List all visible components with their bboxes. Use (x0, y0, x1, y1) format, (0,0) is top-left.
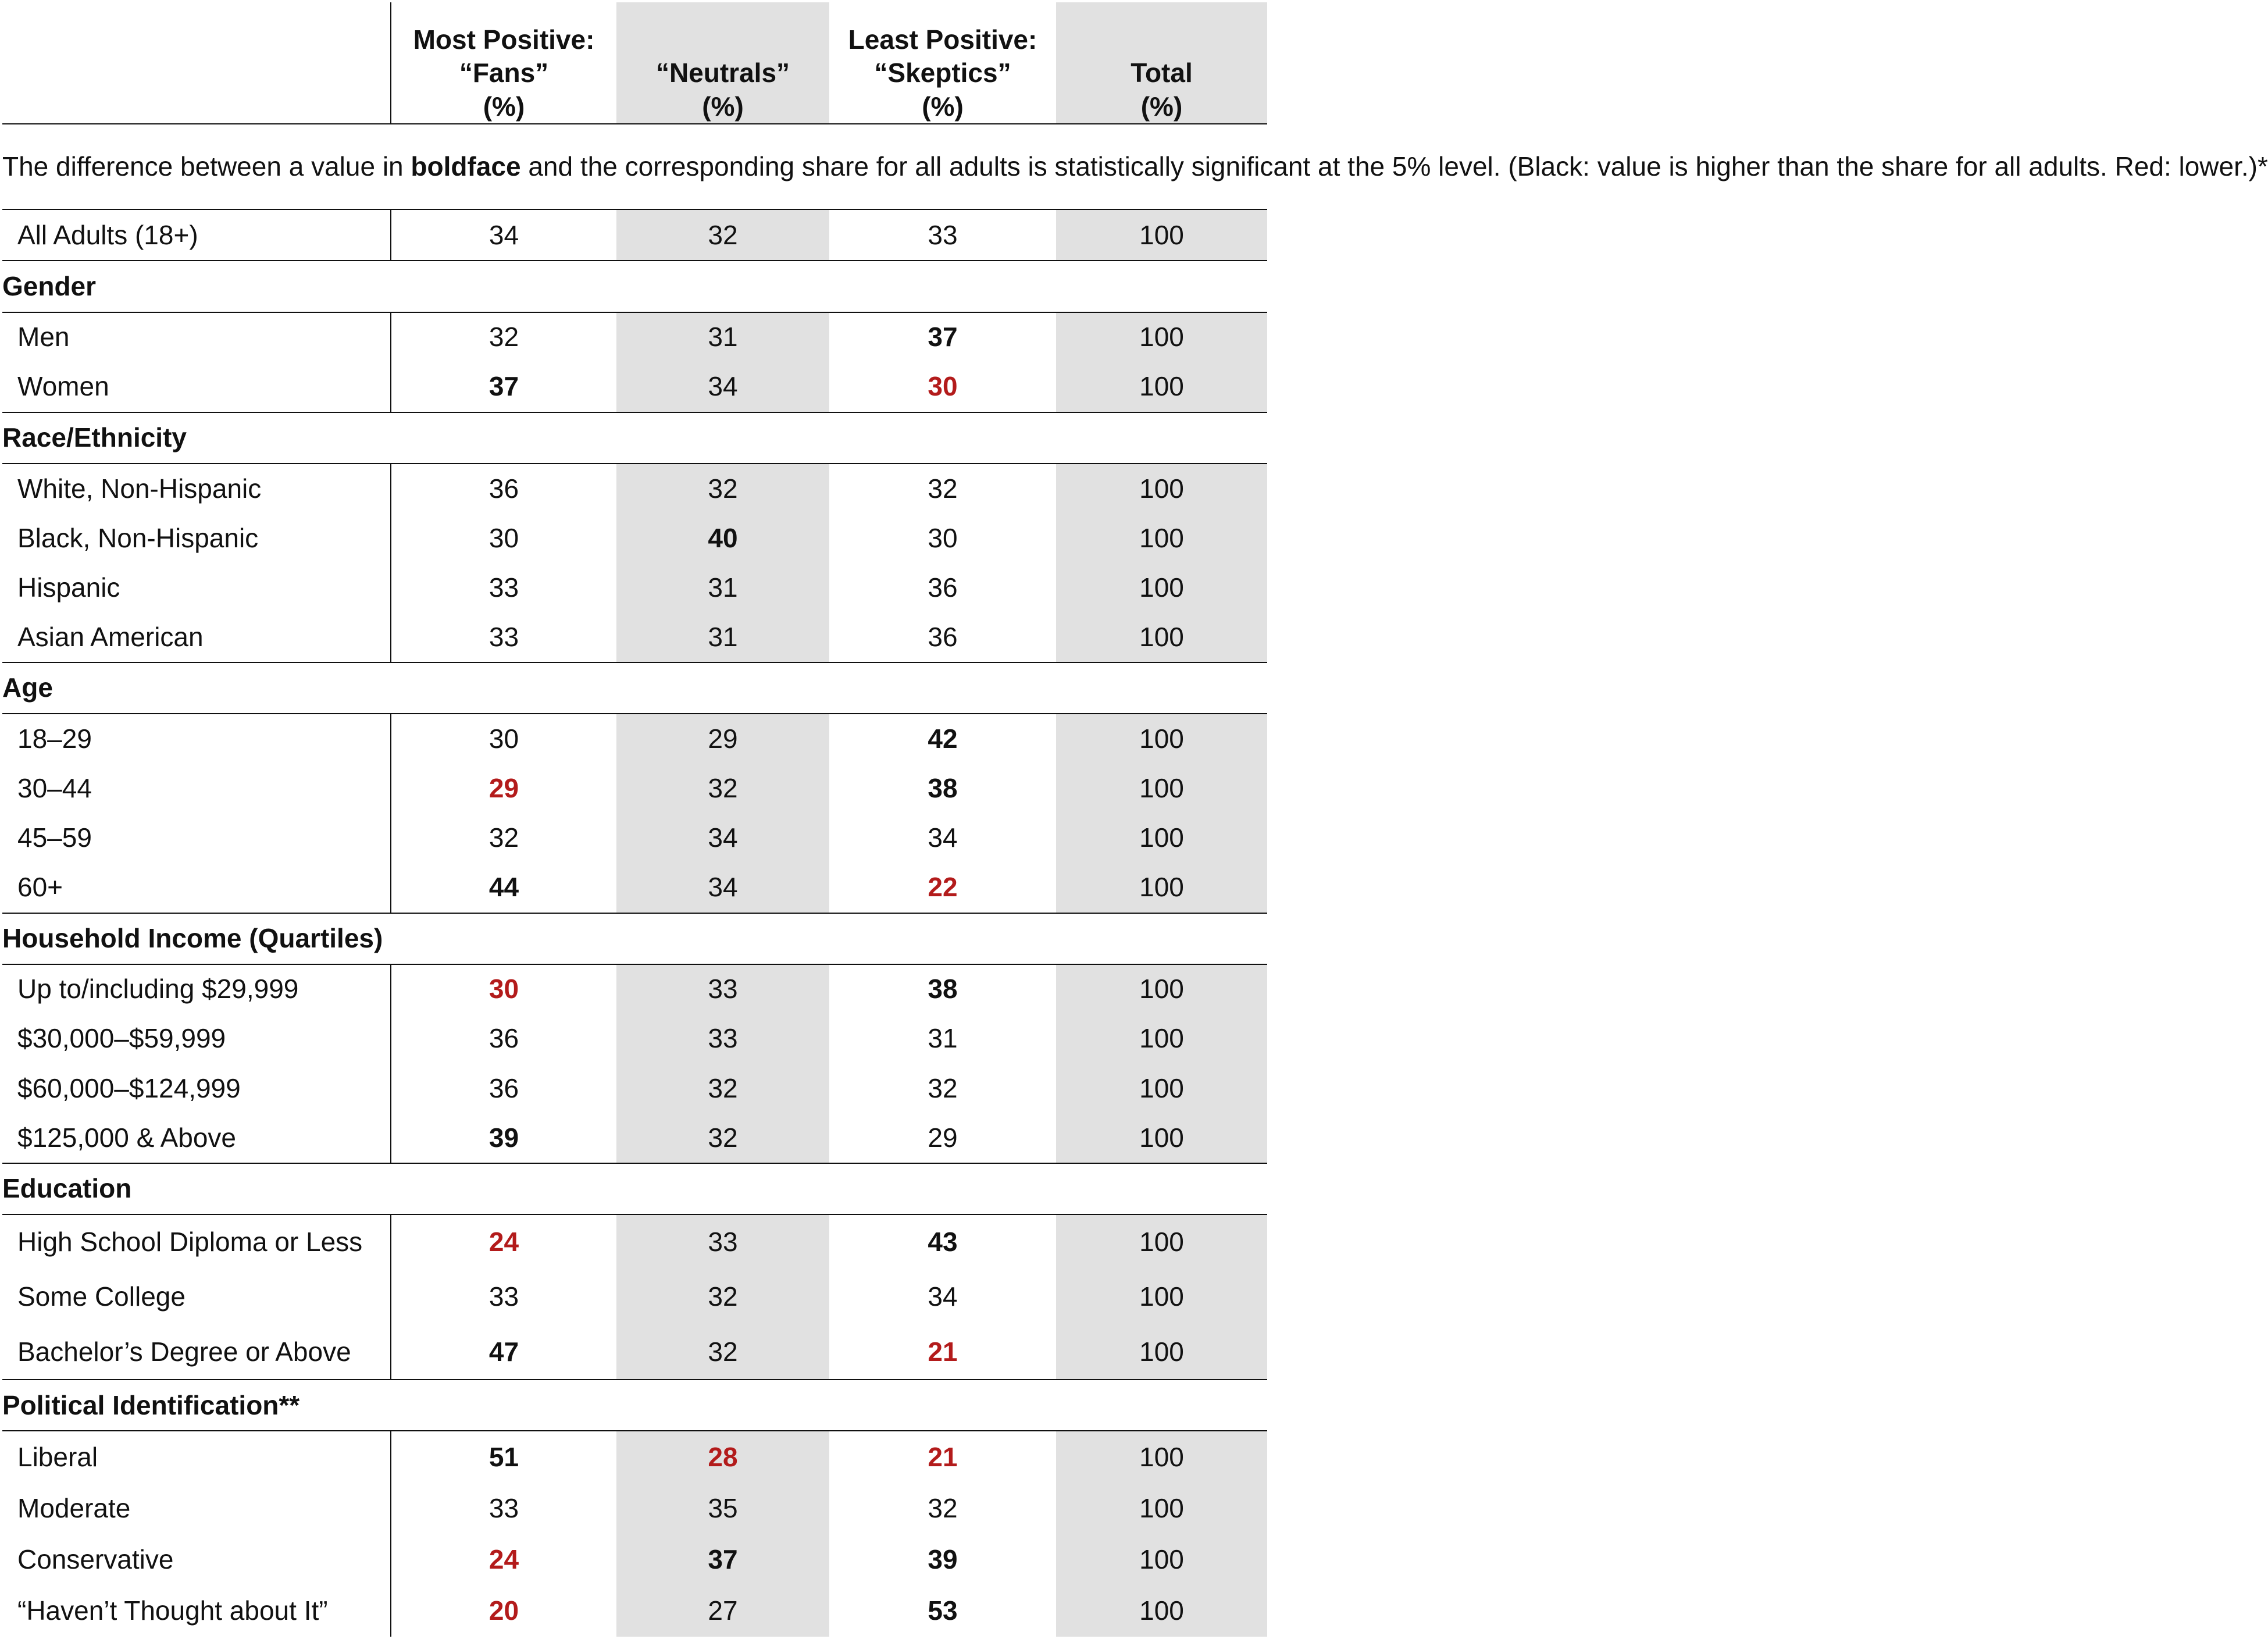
section-title: Race/Ethnicity (2, 412, 1267, 464)
cell-fans: 32 (391, 813, 616, 863)
section-header-household-income (2, 913, 1267, 964)
cell-total: 100 (1056, 1270, 1267, 1324)
row-label: Conservative (17, 1544, 174, 1574)
row-label: 30–44 (17, 773, 92, 804)
table-row (2, 863, 1267, 913)
cell-fans: 34 (391, 209, 616, 261)
row-label: Some College (17, 1281, 186, 1312)
cell-skeptics: 32 (928, 1073, 958, 1103)
table-row (2, 813, 1267, 863)
cell-skeptics: 21 (928, 1441, 958, 1472)
section-header-education (2, 1163, 1267, 1214)
cell-fans: 30 (391, 514, 616, 563)
table-row (2, 1064, 1267, 1113)
section-header-political-identification (2, 1380, 1267, 1431)
cell-fans: 33 (391, 563, 616, 612)
cell-neutrals: 32 (616, 1064, 829, 1113)
survey-table (2, 2, 2268, 1637)
cell-fans: 36 (391, 1064, 616, 1113)
cell-neutrals: 32 (616, 1324, 829, 1380)
cell-fans: 20 (391, 1585, 616, 1637)
cell-neutrals: 31 (616, 312, 829, 362)
table-row (2, 464, 1267, 514)
section-header-gender (2, 261, 1267, 312)
cell-neutrals: 32 (616, 1113, 829, 1163)
row-label: Bachelor’s Degree or Above (2, 1324, 391, 1380)
row-label: 60+ (2, 863, 391, 913)
cell-neutrals: 40 (616, 514, 829, 563)
table-row (2, 964, 1267, 1014)
section-header-age (2, 662, 1267, 714)
cell-total: 100 (1056, 1585, 1267, 1637)
table-row (2, 1270, 1267, 1324)
cell-total: 100 (1056, 1324, 1267, 1380)
cell-skeptics: 36 (928, 572, 958, 603)
table-row (2, 1483, 1267, 1534)
row-label: High School Diploma or Less (17, 1227, 363, 1257)
cell-total: 100 (1056, 964, 1267, 1014)
row-label: 18–29 (17, 724, 92, 754)
cell-neutrals: 32 (616, 209, 829, 261)
cell-neutrals: 34 (616, 362, 829, 412)
cell-fans: 29 (391, 764, 616, 813)
table-row (2, 362, 1267, 412)
cell-fans: 33 (391, 612, 616, 662)
header-corner (2, 2, 391, 124)
cell-neutrals: 31 (616, 612, 829, 662)
cell-skeptics: 32 (928, 473, 958, 504)
row-label: Liberal (17, 1441, 98, 1472)
cell-fans: 30 (391, 714, 616, 764)
cell-skeptics: 30 (928, 522, 958, 553)
cell-total: 100 (1056, 563, 1267, 612)
cell-neutrals: 33 (616, 1214, 829, 1270)
section-title: Gender (2, 261, 1267, 312)
row-label: Hispanic (17, 572, 120, 603)
header-row (2, 2, 1267, 124)
row-label: 45–59 (17, 822, 92, 853)
row-label: $30,000–$59,999 (17, 1023, 226, 1054)
table-row (2, 563, 1267, 612)
cell-fans: 24 (391, 1214, 616, 1270)
section-header-race-ethnicity (2, 412, 1267, 464)
cell-neutrals: 35 (616, 1483, 829, 1534)
cell-neutrals: 34 (616, 813, 829, 863)
cell-fans: 32 (391, 312, 616, 362)
cell-total: 100 (1056, 312, 1267, 362)
cell-neutrals: 32 (616, 764, 829, 813)
cell-skeptics: 30 (829, 362, 1056, 412)
table-row (2, 1534, 1267, 1585)
cell-total: 100 (1056, 1431, 1267, 1483)
header-neutrals: “Neutrals” (%) (616, 2, 829, 124)
cell-skeptics: 39 (928, 1544, 958, 1574)
cell-skeptics: 34 (928, 822, 958, 853)
row-label: Black, Non-Hispanic (17, 522, 259, 553)
cell-fans: 37 (391, 362, 616, 412)
cell-skeptics: 38 (928, 773, 958, 804)
cell-total: 100 (1056, 714, 1267, 764)
header-total: Total (%) (1056, 2, 1267, 124)
cell-fans: 44 (391, 863, 616, 913)
cell-total: 100 (1056, 362, 1267, 412)
section-title: Age (2, 662, 1267, 714)
table-row (2, 1585, 1267, 1637)
table-row (2, 1014, 1267, 1064)
cell-skeptics: 31 (928, 1023, 958, 1054)
header-fans: Most Positive: “Fans” (%) (391, 2, 616, 124)
cell-total: 100 (1056, 1483, 1267, 1534)
cell-total: 100 (1056, 1014, 1267, 1064)
significance-note: The difference between a value in boldface and the corresponding share for all adults is statistically significant at the 5% level. (Black: value is higher than the share for all adults. Red: lower.)* (2, 124, 1267, 209)
cell-total: 100 (1056, 1534, 1267, 1585)
cell-neutrals: 37 (616, 1534, 829, 1585)
cell-fans: 47 (391, 1324, 616, 1380)
cell-fans: 33 (391, 1483, 616, 1534)
section-title: Household Income (Quartiles) (2, 913, 1267, 964)
cell-neutrals: 33 (616, 1014, 829, 1064)
section-title: Education (2, 1163, 1267, 1214)
row-label: Moderate (17, 1492, 131, 1523)
cell-skeptics: 42 (928, 724, 958, 754)
table-row (2, 312, 1267, 362)
cell-total: 100 (1056, 813, 1267, 863)
table-row (2, 612, 1267, 662)
table-row (2, 1324, 1267, 1380)
cell-skeptics: 53 (928, 1595, 958, 1626)
cell-total: 100 (1056, 209, 1267, 261)
cell-neutrals: 28 (616, 1431, 829, 1483)
cell-neutrals: 29 (616, 714, 829, 764)
cell-neutrals: 27 (616, 1585, 829, 1637)
cell-neutrals: 32 (616, 464, 829, 514)
cell-skeptics: 36 (829, 612, 1056, 662)
note-row (2, 124, 1267, 209)
table-row (2, 764, 1267, 813)
row-label: $125,000 & Above (2, 1113, 391, 1163)
cell-total: 100 (1056, 514, 1267, 563)
table-row (2, 514, 1267, 563)
cell-skeptics: 38 (928, 974, 958, 1004)
cell-fans: 33 (391, 1270, 616, 1324)
cell-fans: 36 (391, 464, 616, 514)
table-row (2, 1113, 1267, 1163)
row-label: Asian American (2, 612, 391, 662)
cell-skeptics: 29 (829, 1113, 1056, 1163)
row-label: Men (17, 322, 70, 352)
table-row (2, 714, 1267, 764)
row-label: “Haven’t Thought about It” (17, 1595, 328, 1626)
cell-total: 100 (1056, 1214, 1267, 1270)
cell-total: 100 (1056, 1064, 1267, 1113)
cell-neutrals: 32 (616, 1270, 829, 1324)
cell-total: 100 (1056, 612, 1267, 662)
table-row-all-adults (2, 209, 1267, 261)
cell-skeptics: 37 (928, 322, 958, 352)
cell-fans: 30 (391, 964, 616, 1014)
cell-skeptics: 43 (928, 1227, 958, 1257)
cell-fans: 36 (391, 1014, 616, 1064)
cell-neutrals: 34 (616, 863, 829, 913)
cell-skeptics: 32 (928, 1492, 958, 1523)
cell-skeptics: 33 (829, 209, 1056, 261)
row-label: All Adults (18+) (2, 209, 391, 261)
section-title: Political Identification** (2, 1380, 1267, 1431)
header-skeptics: Least Positive: “Skeptics” (%) (829, 2, 1056, 124)
cell-total: 100 (1056, 764, 1267, 813)
cell-fans: 39 (391, 1113, 616, 1163)
row-label: Women (2, 362, 391, 412)
row-label: $60,000–$124,999 (17, 1073, 241, 1103)
row-label: Up to/including $29,999 (17, 974, 299, 1004)
cell-total: 100 (1056, 1113, 1267, 1163)
cell-total: 100 (1056, 863, 1267, 913)
cell-total: 100 (1056, 464, 1267, 514)
cell-skeptics: 34 (928, 1281, 958, 1312)
cell-skeptics: 21 (829, 1324, 1056, 1380)
cell-skeptics: 22 (829, 863, 1056, 913)
cell-neutrals: 33 (616, 964, 829, 1014)
cell-neutrals: 31 (616, 563, 829, 612)
row-label: White, Non-Hispanic (17, 473, 262, 504)
table-row (2, 1214, 1267, 1270)
table-row (2, 1431, 1267, 1483)
cell-fans: 24 (391, 1534, 616, 1585)
cell-fans: 51 (391, 1431, 616, 1483)
